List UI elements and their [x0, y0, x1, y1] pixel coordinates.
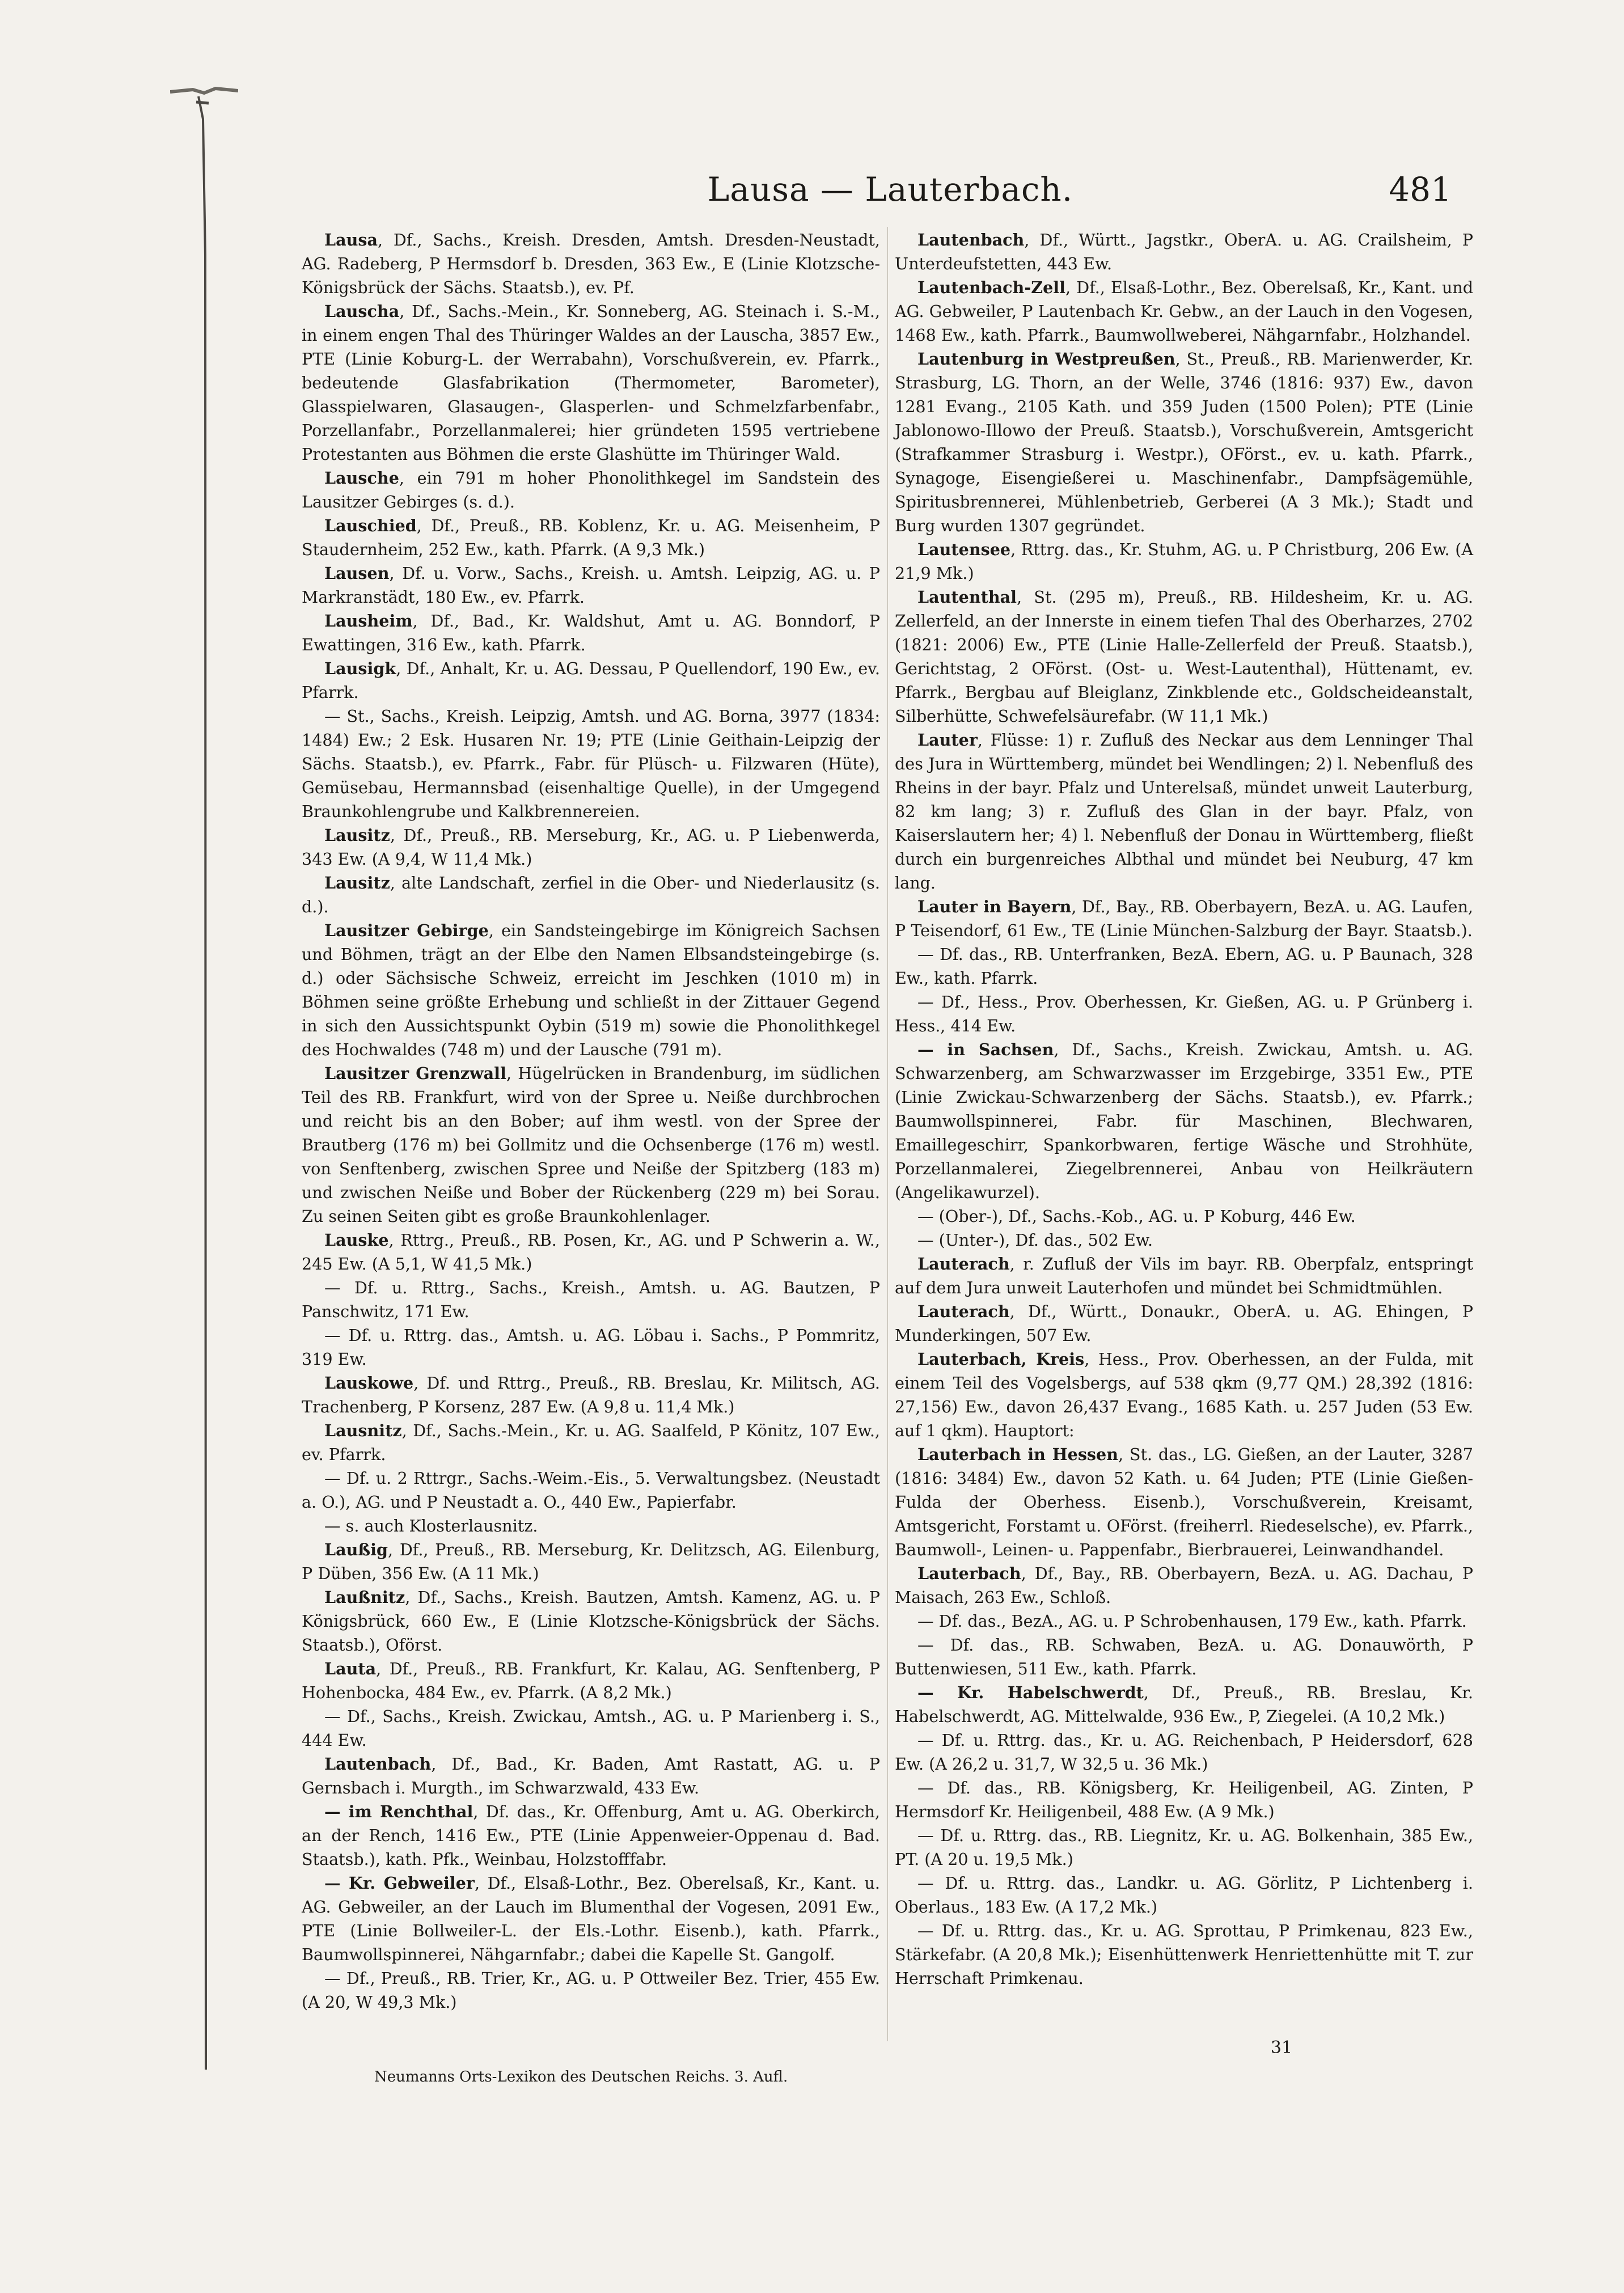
- entry-text: — Df. u. Rttrg. das., Kr. u. AG. Sprottau, P Primkenau, 823 Ew., Stärkefabr. (A 20,8 Mk.); Eisenhüttenwerk Henriettenhütte mit T. zur Herrschaft Primkenau.: [895, 1921, 1473, 1988]
- entry-text: , Hügelrücken in Brandenburg, im südlichen Teil des RB. Frankfurt, wird von der Spree u. Neiße durchbrochen und reicht bis an den Bober; auf ihm westl. von der Spree der Brautberg (176 m) bei Gollmitz und die Ochsenberge (176 m) westl. von Senftenberg, zwischen Spree und Neiße der Spitzberg (183 m) und zwischen Neiße und Bober der Rückenberg (229 m) bei Sorau. Zu seinen Seiten gibt es große Braunkohlenlager.: [302, 1064, 881, 1226]
- dictionary-entry: [895, 347, 1473, 538]
- entry-headword: Lausheim: [324, 611, 413, 631]
- dictionary-entry: [895, 1919, 1473, 1990]
- entry-text: , St. das., LG. Gießen, an der Lauter, 3287 (1816: 3484) Ew., davon 52 Kath. u. 64 Juden; PTE (Linie Gießen-Fulda der Oberhess. Eisenb.), Vorschußverein, Kreisamt, Amtsgericht, Forstamt u. OFörst. (freiherrl. Riedeselsche), ev. Pfarrk., Baumwoll-, Leinen- u. Pappenfabr., Bierbrauerei, Leinwandhandel.: [895, 1445, 1473, 1559]
- page-number: 481: [1389, 170, 1452, 209]
- entry-headword: Lautenbach-Zell: [917, 278, 1065, 297]
- entry-text: — Df. das., RB. Schwaben, BezA. u. AG. Donauwörth, P Buttenwiesen, 511 Ew., kath. Pfarrk.: [895, 1635, 1473, 1678]
- dictionary-entry: [302, 871, 880, 919]
- dictionary-entry: [302, 1966, 880, 2014]
- dictionary-entry: [302, 1466, 880, 1514]
- entry-text: , Hess., Prov. Oberhessen, an der Fulda, mit einem Teil des Vogelsbergs, auf 538 qkm (9,77 QM.) 28,392 (1816: 27,156) Ew., davon 26,437 Evang., 1685 Kath. u. 257 Juden (53 Ew. auf 1 qkm). Hauptort:: [895, 1349, 1473, 1440]
- entry-text: — Df., Preuß., RB. Trier, Kr., AG. u. P Ottweiler Bez. Trier, 455 Ew. (A 20, W 49,3 Mk.): [302, 1969, 880, 2012]
- entry-text: , Df., Württ., Jagstkr., OberA. u. AG. Crailsheim, P Unterdeufstetten, 443 Ew.: [895, 230, 1473, 273]
- dictionary-entry: [302, 704, 880, 823]
- dictionary-entry: [302, 823, 880, 871]
- entry-headword: Lautenthal: [917, 587, 1017, 607]
- entry-text: , ein Sandsteingebirge im Königreich Sachsen und Böhmen, trägt an der Elbe den Namen Elbsandsteingebirge (s. d.) oder Sächsische Schweiz, erreicht im Jeschken (1010 m) in Böhmen seine größte Erhebung und schließt in der Zittauer Gegend in sich den Aussichtspunkt Oybin (519 m) sowie die Phonolithkegel des Hochwaldes (748 m) und der Lausche (791 m).: [302, 921, 880, 1059]
- entry-text: , Df., Elsaß-Lothr., Bez. Oberelsaß, Kr., Kant. und AG. Gebweiler, P Lautenbach Kr. Gebw., an der Lauch in den Vogesen, 1468 Ew., kath. Pfarrk., Baumwollweberei, Nähgarnfabr., Holzhandel.: [895, 278, 1473, 345]
- entry-headword: Lautenburg in Westpreußen: [917, 349, 1175, 369]
- entry-headword: Lauskowe: [324, 1373, 414, 1393]
- dictionary-entry: [302, 919, 880, 1061]
- entry-headword: Lauter: [917, 730, 978, 750]
- entry-text: , St., Preuß., RB. Marienwerder, Kr. Strasburg, LG. Thorn, an der Welle, 3746 (1816: 937) Ew., davon 1281 Evang., 2105 Kath. und 359 Juden (1500 Polen); PTE (Linie Jablonowo-Illowo der Preuß. Staatsb.), Vorschußverein, Amtsgericht (Strafkammer Strasburg i. Westpr.), OFörst., ev. u. kath. Pfarrk., Synagoge, Eisengießerei u. Maschinenfabr., Dampfsägemühle, Spiritusbrennerei, Mühlenbetrieb, Gerberei (A 3 Mk.); Stadt und Burg wurden 1307 gegründet.: [895, 349, 1473, 535]
- entry-text: , Df., Anhalt, Kr. u. AG. Dessau, P Quellendorf, 190 Ew., ev. Pfarrk.: [302, 659, 880, 702]
- dictionary-entry: [302, 1228, 880, 1276]
- dictionary-entry: [895, 1824, 1473, 1871]
- right-column: [895, 228, 1473, 1990]
- dictionary-entry: [895, 1609, 1473, 1633]
- entry-text: , Df., Elsaß-Lothr., Bez. Oberelsaß, Kr., Kant. u. AG. Gebweiler, an der Lauch im Blumenthal der Vogesen, 2091 Ew., PTE (Linie Bollweiler-L. der Els.-Lothr. Eisenb.), kath. Pfarrk., Baumwollspinnerei, Nähgarnfabr.; dabei die Kapelle St. Gangolf.: [302, 1873, 880, 1964]
- dictionary-entry: [895, 1728, 1473, 1776]
- entry-headword: Lauterbach: [917, 1564, 1021, 1583]
- dictionary-entry: [895, 1681, 1473, 1728]
- entry-text: , ein 791 m hoher Phonolithkegel im Sandstein des Lausitzer Gebirges (s. d.).: [302, 468, 880, 511]
- entry-text: , r. Zufluß der Vils im bayr. RB. Oberpfalz, entspringt auf dem Jura unweit Lauterhofen und mündet bei Schmidtmühlen.: [895, 1254, 1473, 1297]
- entry-text: — Df. u. Rttrg. das., Kr. u. AG. Reichenbach, P Heidersdorf, 628 Ew. (A 26,2 u. 31,7, W 32,5 u. 36 Mk.): [895, 1731, 1473, 1774]
- dictionary-entry: [302, 1061, 880, 1228]
- entry-text: , Rttrg. das., Kr. Stuhm, AG. u. P Christburg, 206 Ew. (A 21,9 Mk.): [895, 540, 1473, 583]
- dictionary-entry: [302, 1538, 880, 1585]
- entry-headword: Lauta: [324, 1659, 377, 1678]
- entry-headword: Lausitz: [324, 826, 390, 845]
- entry-text: , Df., Bay., RB. Oberbayern, BezA. u. AG. Dachau, P Maisach, 263 Ew., Schloß.: [895, 1564, 1473, 1607]
- entry-headword: Lauter in Bayern: [917, 897, 1072, 916]
- column-divider: [887, 227, 888, 2041]
- entry-text: , Df., Sachs.-Mein., Kr. Sonneberg, AG. Steinach i. S.-M., in einem engen Thal des Thüringer Waldes an der Lauscha, 3857 Ew., PTE (Linie Koburg-L. der Werrabahn), Vorschußverein, ev. Pfarrk., bedeutende Glasfabrikation (Thermometer, Barometer), Glasspielwaren, Glasaugen-, Glasperlen- und Schmelzfarbenfabr., Porzellanfabr., Porzellanmalerei; hier gründeten 1595 vertriebene Protestanten aus Böhmen die erste Glashütte im Thüringer Wald.: [302, 302, 880, 464]
- entry-headword: Lausigk: [324, 659, 396, 678]
- entry-text: , Df., Preuß., RB. Frankfurt, Kr. Kalau, AG. Senftenberg, P Hohenbocka, 484 Ew., ev. Pfarrk. (A 8,2 Mk.): [302, 1659, 880, 1702]
- entry-text: — Df. u. Rttrg. das., RB. Liegnitz, Kr. u. AG. Bolkenhain, 385 Ew., PT. (A 20 u. 19,5 Mk.): [895, 1826, 1473, 1869]
- dictionary-entry: [895, 1347, 1473, 1442]
- dictionary-entry: [895, 1776, 1473, 1824]
- dictionary-entry: [895, 276, 1473, 347]
- entry-headword: Lautenbach: [324, 1754, 432, 1774]
- dictionary-entry: [302, 1276, 880, 1323]
- entry-headword: Lausitzer Grenzwall: [324, 1064, 506, 1083]
- dictionary-entry: [302, 1800, 880, 1871]
- dictionary-entry: [302, 1419, 880, 1466]
- dictionary-entry: [895, 1228, 1473, 1252]
- dictionary-entry: [302, 609, 880, 657]
- entry-text: , Df., Preuß., RB. Koblenz, Kr. u. AG. Meisenheim, P Staudernheim, 252 Ew., kath. Pfarrk. (A 9,3 Mk.): [302, 516, 880, 559]
- entry-text: — Df. das., RB. Königsberg, Kr. Heiligenbeil, AG. Zinten, P Hermsdorf Kr. Heiligenbeil, 488 Ew. (A 9 Mk.): [895, 1778, 1473, 1821]
- dictionary-entry: [302, 514, 880, 561]
- entry-text: — Df. u. Rttrg., Sachs., Kreish., Amtsh. u. AG. Bautzen, P Panschwitz, 171 Ew.: [302, 1278, 880, 1321]
- entry-headword: Lauterach: [917, 1254, 1010, 1274]
- dictionary-entry: [895, 1204, 1473, 1228]
- dictionary-entry: [302, 1657, 880, 1704]
- entry-text: — s. auch Klosterlausnitz.: [324, 1516, 538, 1535]
- entry-headword: Lausche: [324, 468, 399, 488]
- dictionary-entry: [895, 728, 1473, 895]
- entry-text: — Df. u. Rttrg. das., Amtsh. u. AG. Löbau i. Sachs., P Pommritz, 319 Ew.: [302, 1326, 880, 1369]
- dictionary-entry: [302, 228, 880, 299]
- entry-text: — Df. u. 2 Rttrgr., Sachs.-Weim.-Eis., 5. Verwaltungsbez. (Neustadt a. O.), AG. und P Neustadt a. O., 440 Ew., Papierfabr.: [302, 1469, 880, 1512]
- entry-text: , Df., Preuß., RB. Merseburg, Kr. Delitzsch, AG. Eilenburg, P Düben, 356 Ew. (A 11 Mk.): [302, 1540, 880, 1583]
- dictionary-entry: [895, 942, 1473, 990]
- entry-headword: Lautenbach: [917, 230, 1025, 249]
- entry-text: — Df., Hess., Prov. Oberhessen, Kr. Gießen, AG. u. P Grünberg i. Hess., 414 Ew.: [895, 992, 1473, 1035]
- footer-source-note: Neumanns Orts-Lexikon des Deutschen Reichs. 3. Aufl.: [374, 2068, 788, 2085]
- entry-text: — Df., Sachs., Kreish. Zwickau, Amtsh., AG. u. P Marienberg i. S., 444 Ew.: [302, 1707, 880, 1750]
- entry-headword: — in Sachsen: [917, 1040, 1054, 1059]
- entry-text: , Df. das., Kr. Offenburg, Amt u. AG. Oberkirch, an der Rench, 1416 Ew., PTE (Linie Appenweier-Oppenau d. Bad. Staatsb.), kath. Pfk., Weinbau, Holzstofffabr.: [302, 1802, 881, 1869]
- dictionary-entry: [302, 1871, 880, 1966]
- dictionary-entry: [895, 1871, 1473, 1919]
- entry-text: , Flüsse: 1) r. Zufluß des Neckar aus dem Lenninger Thal des Jura in Württemberg, mündet bei Wendlingen; 2) l. Nebenfluß des Rheins in der bayr. Pfalz und Unterelsaß, mündet unweit Lauterburg, 82 km lang; 3) r. Zufluß des Glan in der bayr. Pfalz, von Kaiserslautern her; 4) l. Nebenfluß der Donau in Württemberg, fließt durch ein burgenreiches Albthal und mündet bei Neuburg, 47 km lang.: [895, 730, 1473, 892]
- entry-text: , Df., Sachs.-Mein., Kr. u. AG. Saalfeld, P Könitz, 107 Ew., ev. Pfarrk.: [302, 1421, 880, 1464]
- dictionary-entry: [302, 299, 880, 466]
- entry-headword: Lauschied: [324, 516, 417, 535]
- binding-strip-icon: [170, 85, 238, 2126]
- dictionary-entry: [895, 1038, 1473, 1204]
- dictionary-entry: [895, 1300, 1473, 1347]
- entry-text: — Df. u. Rttrg. das., Landkr. u. AG. Görlitz, P Lichtenberg i. Oberlaus., 183 Ew. (A 17,2 Mk.): [895, 1873, 1473, 1917]
- entry-headword: Lausitzer Gebirge: [324, 921, 489, 940]
- dictionary-entry: [895, 895, 1473, 942]
- dictionary-entry: [895, 228, 1473, 276]
- dictionary-entry: [895, 1442, 1473, 1562]
- page-header-title: Lausa — Lauterbach.: [707, 170, 1073, 209]
- entry-text: — Df. das., RB. Unterfranken, BezA. Ebern, AG. u. P Baunach, 328 Ew., kath. Pfarrk.: [895, 945, 1473, 988]
- entry-headword: Lautensee: [917, 540, 1011, 559]
- entry-headword: Lausa: [324, 230, 378, 249]
- entry-headword: Lausen: [324, 564, 390, 583]
- dictionary-entry: [302, 1752, 880, 1800]
- entry-headword: — Kr. Habelschwerdt: [917, 1683, 1144, 1702]
- entry-text: , Df., Sachs., Kreish. Bautzen, Amtsh. Kamenz, AG. u. P Königsbrück, 660 Ew., E (Linie Klotzsche-Königsbrück der Sächs. Staatsb.), Oförst.: [302, 1588, 880, 1655]
- entry-text: — Df. das., BezA., AG. u. P Schrobenhausen, 179 Ew., kath. Pfarrk.: [917, 1611, 1467, 1631]
- entry-headword: Lauske: [324, 1230, 389, 1250]
- entry-headword: Lauterbach in Hessen: [917, 1445, 1119, 1464]
- dictionary-entry: [302, 1371, 880, 1419]
- dictionary-entry: [302, 1323, 880, 1371]
- entry-headword: Laußnitz: [324, 1588, 405, 1607]
- dictionary-entry: [895, 1562, 1473, 1609]
- entry-text: , Df., Sachs., Kreish. Dresden, Amtsh. Dresden-Neustadt, AG. Radeberg, P Hermsdorf b. Dresden, 363 Ew., E (Linie Klotzsche-Königsbrück der Sächs. Staatsb.), ev. Pf.: [302, 230, 880, 297]
- entry-text: , Df. u. Vorw., Sachs., Kreish. u. Amtsh. Leipzig, AG. u. P Markranstädt, 180 Ew., ev. Pfarrk.: [302, 564, 880, 607]
- entry-text: , Df., Württ., Donaukr., OberA. u. AG. Ehingen, P Munderkingen, 507 Ew.: [895, 1302, 1473, 1345]
- entry-headword: Lauterbach, Kreis: [917, 1349, 1085, 1369]
- dictionary-entry: [302, 561, 880, 609]
- entry-text: , Df., Bad., Kr. Waldshut, Amt u. AG. Bonndorf, P Ewattingen, 316 Ew., kath. Pfarrk.: [302, 611, 880, 654]
- dictionary-entry: [895, 1633, 1473, 1681]
- entry-headword: — im Renchthal: [324, 1802, 473, 1821]
- dictionary-entry: [302, 1585, 880, 1657]
- dictionary-entry: [302, 1704, 880, 1752]
- printer-signature: 31: [1270, 2038, 1293, 2058]
- dictionary-entry: [895, 585, 1473, 728]
- dictionary-entry: [895, 990, 1473, 1038]
- dictionary-entry: [302, 1514, 880, 1538]
- entry-text: — St., Sachs., Kreish. Leipzig, Amtsh. und AG. Borna, 3977 (1834: 1484) Ew.; 2 Esk. Husaren Nr. 19; PTE (Linie Geithain-Leipzig der Sächs. Staatsb.), ev. Pfarrk., Fabr. für Plüsch- u. Filzwaren (Hüte), Gemüsebau, Hermannsbad (eisenhaltige Quelle), in der Umgegend Braunkohlengrube und Kalkbrennereien.: [302, 706, 880, 821]
- dictionary-entry: [895, 538, 1473, 585]
- entry-text: , Df., Preuß., RB. Breslau, Kr. Habelschwerdt, AG. Mittelwalde, 936 Ew., P, Ziegelei. (A 10,2 Mk.): [895, 1683, 1474, 1726]
- entry-headword: Lausitz: [324, 873, 390, 892]
- entry-headword: — Kr. Gebweiler: [324, 1873, 475, 1893]
- entry-headword: Lauterach: [917, 1302, 1010, 1321]
- entry-text: , St. (295 m), Preuß., RB. Hildesheim, Kr. u. AG. Zellerfeld, an der Innerste in einem tiefen Thal des Oberharzes, 2702 (1821: 2006) Ew., PTE (Linie Halle-Zellerfeld der Preuß. Staatsb.), Gerichtstag, 2 OFörst. (Ost- u. West-Lautenthal), Hüttenamt, ev. Pfarrk., Bergbau auf Bleiglanz, Zinkblende etc., Goldscheideanstalt, Silberhütte, Schwefelsäurefabr. (W 11,1 Mk.): [895, 587, 1473, 726]
- dictionary-entry: [302, 657, 880, 704]
- dictionary-entry: [302, 466, 880, 514]
- entry-text: , Df., Preuß., RB. Merseburg, Kr., AG. u. P Liebenwerda, 343 Ew. (A 9,4, W 11,4 Mk.): [302, 826, 880, 869]
- left-column: [302, 228, 880, 2014]
- entry-text: — (Unter-), Df. das., 502 Ew.: [917, 1230, 1153, 1250]
- entry-text: , Df., Bad., Kr. Baden, Amt Rastatt, AG. u. P Gernsbach i. Murgth., im Schwarzwald, 433 Ew.: [302, 1754, 880, 1797]
- entry-headword: Lausnitz: [324, 1421, 402, 1440]
- dictionary-entry: [895, 1252, 1473, 1300]
- entry-text: , Df., Sachs., Kreish. Zwickau, Amtsh. u. AG. Schwarzenberg, am Schwarzwasser im Erzgebirge, 3351 Ew., PTE (Linie Zwickau-Schwarzenberg der Sächs. Staatsb.), ev. Pfarrk.; Baumwollspinnerei, Fabr. für Maschinen, Blechwaren, Emaillegeschirr, Spankorbwaren, fertige Wäsche und Strohhüte, Porzellanmalerei, Ziegelbrennerei, Anbau von Heilkräutern (Angelikawurzel).: [895, 1040, 1473, 1202]
- entry-text: , alte Landschaft, zerfiel in die Ober- und Niederlausitz (s. d.).: [302, 873, 880, 916]
- entry-text: , Df., Bay., RB. Oberbayern, BezA. u. AG. Laufen, P Teisendorf, 61 Ew., TE (Linie München-Salzburg der Bayr. Staatsb.).: [895, 897, 1473, 940]
- entry-text: , Rttrg., Preuß., RB. Posen, Kr., AG. und P Schwerin a. W., 245 Ew. (A 5,1, W 41,5 Mk.): [302, 1230, 880, 1274]
- entry-text: — (Ober-), Df., Sachs.-Kob., AG. u. P Koburg, 446 Ew.: [917, 1207, 1356, 1226]
- entry-headword: Laußig: [324, 1540, 388, 1559]
- entry-headword: Lauscha: [324, 302, 400, 321]
- entry-text: , Df. und Rttrg., Preuß., RB. Breslau, Kr. Militsch, AG. Trachenberg, P Korsenz, 287 Ew. (A 9,8 u. 11,4 Mk.): [302, 1373, 880, 1416]
